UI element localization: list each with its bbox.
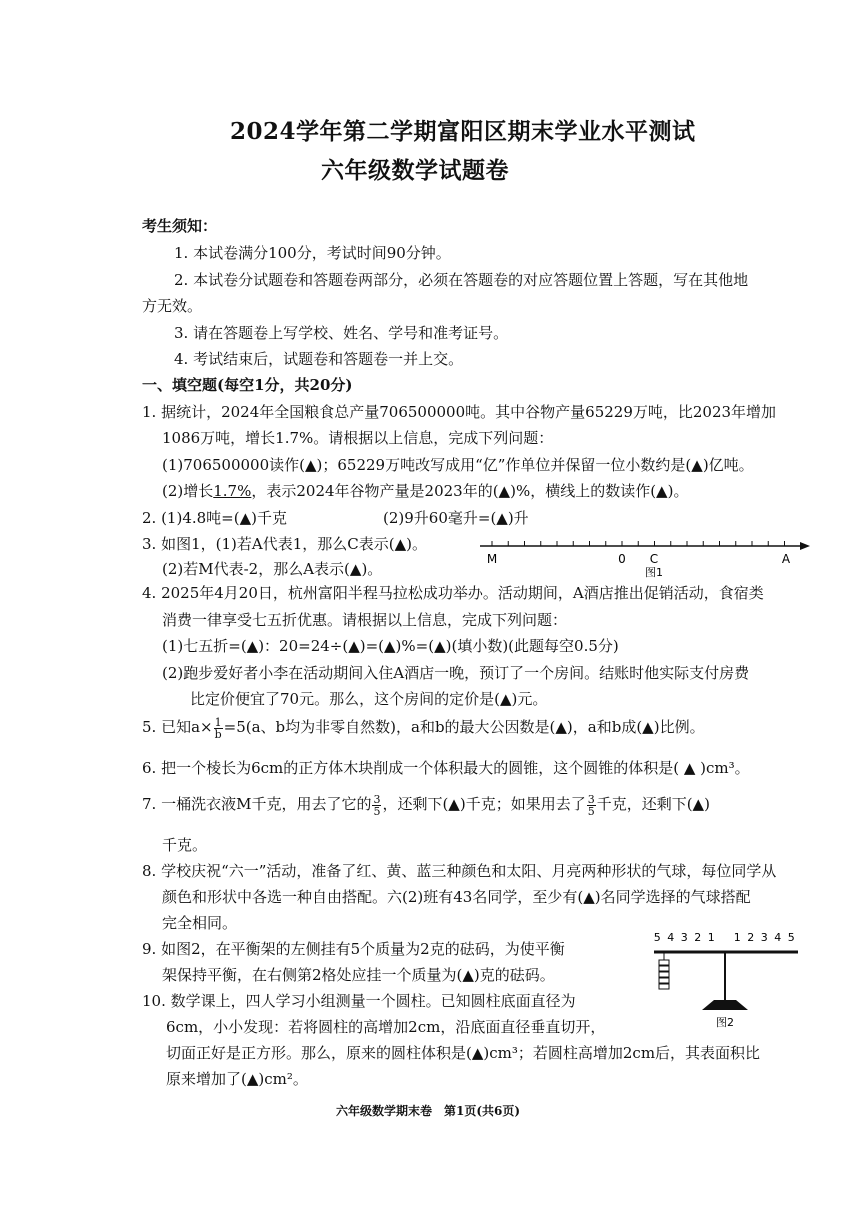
q7-f2-num: 3 xyxy=(587,792,595,806)
weight-5 xyxy=(659,984,669,989)
q10-line-2: 6cm，小小发现：若将圆柱的高增加2cm，沿底面直径垂直切开， xyxy=(166,1018,606,1036)
label-m: M xyxy=(486,552,498,566)
q1-line-1: 1. 据统计，2024年全国粮食总产量706500000吨。其中谷物产量65229万吨，比2023年增加 xyxy=(142,403,777,421)
q10-line-4: 原来增加了(▲)cm²。 xyxy=(166,1070,308,1088)
notice-item-2: 2. 本试卷分试题卷和答题卷两部分，必须在答题卷的对应答题位置上答题，写在其他地 xyxy=(174,271,749,289)
q5-frac-den: b xyxy=(214,727,222,741)
figure-1-label: 图1 xyxy=(645,566,663,578)
number-line-figure xyxy=(470,538,820,578)
page-footer: 六年级数学期末卷 第1页(共6页) xyxy=(336,1104,521,1118)
q8-line-3: 完全相同。 xyxy=(162,914,238,932)
q8-line-2: 颜色和形状中各选一种自由搭配。六(2)班有43名同学，至少有(▲)名同学选择的气球搭配 xyxy=(162,888,751,906)
q7-line-2: 千克。 xyxy=(162,836,208,854)
balance-right-scale: 1 2 3 4 5 xyxy=(733,931,797,944)
q5-a: 5. 已知a× xyxy=(142,718,213,736)
q4-part-2-cont: 比定价便宜了70元。那么，这个房间的定价是(▲)元。 xyxy=(190,690,548,708)
q4-part-2: (2)跑步爱好者小李在活动期间入住A酒店一晚，预订了一个房间。结账时他实际支付房费 xyxy=(162,664,750,682)
q2-part-1: 2. (1)4.8吨=(▲)千克 xyxy=(142,509,287,527)
label-zero: 0 xyxy=(618,552,626,566)
q5-text xyxy=(142,716,705,740)
q4-line-1: 4. 2025年4月20日，杭州富阳半程马拉松成功举办。活动期间，A酒店推出促销活动，食宿类 xyxy=(142,584,764,602)
label-a: A xyxy=(781,552,791,566)
notice-item-3: 3. 请在答题卷上写学校、姓名、学号和准考证号。 xyxy=(174,324,509,342)
q1-part-2-a: (2)增长 xyxy=(162,482,214,500)
q1-part-1: (1)706500000读作(▲)；65229万吨改写成用“亿”作单位并保留一位小数约是(▲)亿吨。 xyxy=(162,456,754,474)
q5-frac-num: 1 xyxy=(214,715,222,729)
section-heading: 一、填空题(每空1分，共20分) xyxy=(142,376,353,394)
weight-3 xyxy=(659,972,669,977)
q5-fraction xyxy=(214,717,223,740)
q7-line-1 xyxy=(142,793,710,817)
q1-line-2: 1086万吨，增长1.7%。请根据以上信息，完成下列问题： xyxy=(162,429,554,447)
q1-underlined-value: 1.7% xyxy=(213,482,252,500)
q7-c: 千克，还剩下(▲) xyxy=(596,795,710,813)
q3-line-2: (2)若M代表-2，那么A表示(▲)。 xyxy=(162,560,383,578)
notice-item-4: 4. 考试结束后，试题卷和答题卷一并上交。 xyxy=(174,350,464,368)
weight-2 xyxy=(659,966,669,971)
q7-f1-den: 5 xyxy=(373,804,381,818)
exam-subtitle: 六年级数学试题卷 xyxy=(321,157,509,184)
q2-part-2: (2)9升60毫升=(▲)升 xyxy=(383,509,529,527)
q3-line-1: 3. 如图1，(1)若A代表1，那么C表示(▲)。 xyxy=(142,535,427,553)
q7-fraction-2 xyxy=(587,794,596,817)
q9-line-1: 9. 如图2，在平衡架的左侧挂有5个质量为2克的砝码，为使平衡 xyxy=(142,940,565,958)
q1-part-2 xyxy=(162,480,688,501)
balance-left-scale: 5 4 3 2 1 xyxy=(653,931,717,944)
q4-line-2: 消费一律享受七五折优惠。请根据以上信息，完成下列问题： xyxy=(162,611,568,629)
label-c: C xyxy=(649,552,659,566)
balance-base xyxy=(702,1000,748,1010)
q7-f2-den: 5 xyxy=(587,804,595,818)
balance-figure xyxy=(640,930,810,1030)
number-line-arrow xyxy=(800,542,810,550)
q8-line-1: 8. 学校庆祝“六一”活动，准备了红、黄、蓝三种颜色和太阳、月亮两种形状的气球，每位同学从 xyxy=(142,862,777,880)
q10-line-3: 切面正好是正方形。那么，原来的圆柱体积是(▲)cm³；若圆柱高增加2cm后，其表面积比 xyxy=(166,1044,761,1062)
notice-heading: 考生须知： xyxy=(142,217,218,235)
weight-1 xyxy=(659,960,669,965)
q5-b: =5(a、b均为非零自然数)，a和b的最大公因数是(▲)，a和b成(▲)比例。 xyxy=(223,718,705,736)
notice-item-1: 1. 本试卷满分100分，考试时间90分钟。 xyxy=(174,244,451,262)
q7-a: 7. 一桶洗衣液M千克，用去了它的 xyxy=(142,795,372,813)
weight-4 xyxy=(659,978,669,983)
q6-text: 6. 把一个棱长为6cm的正方体木块削成一个体积最大的圆锥，这个圆锥的体积是( ▲ )cm³。 xyxy=(142,759,750,777)
q10-line-1: 10. 数学课上，四人学习小组测量一个圆柱。已知圆柱底面直径为 xyxy=(142,992,576,1010)
q7-f1-num: 3 xyxy=(373,792,381,806)
q9-line-2: 架保持平衡，在右侧第2格处应挂一个质量为(▲)克的砝码。 xyxy=(162,966,555,984)
weight-stack xyxy=(659,960,669,989)
q1-part-2-b: ，表示2024年谷物产量是2023年的(▲)%，横线上的数读作(▲)。 xyxy=(251,482,689,500)
q7-fraction-1 xyxy=(372,794,381,817)
q7-b: ，还剩下(▲)千克；如果用去了 xyxy=(382,795,586,813)
q4-part-1: (1)七五折=(▲)：20=24÷(▲)=(▲)%=(▲)(填小数)(此题每空0.5分) xyxy=(162,637,619,655)
notice-item-2-cont: 方无效。 xyxy=(142,297,203,315)
figure-2-label: 图2 xyxy=(716,1016,734,1029)
number-line-ticks xyxy=(492,541,785,546)
exam-title: 2024学年第二学期富阳区期末学业水平测试 xyxy=(230,118,696,145)
